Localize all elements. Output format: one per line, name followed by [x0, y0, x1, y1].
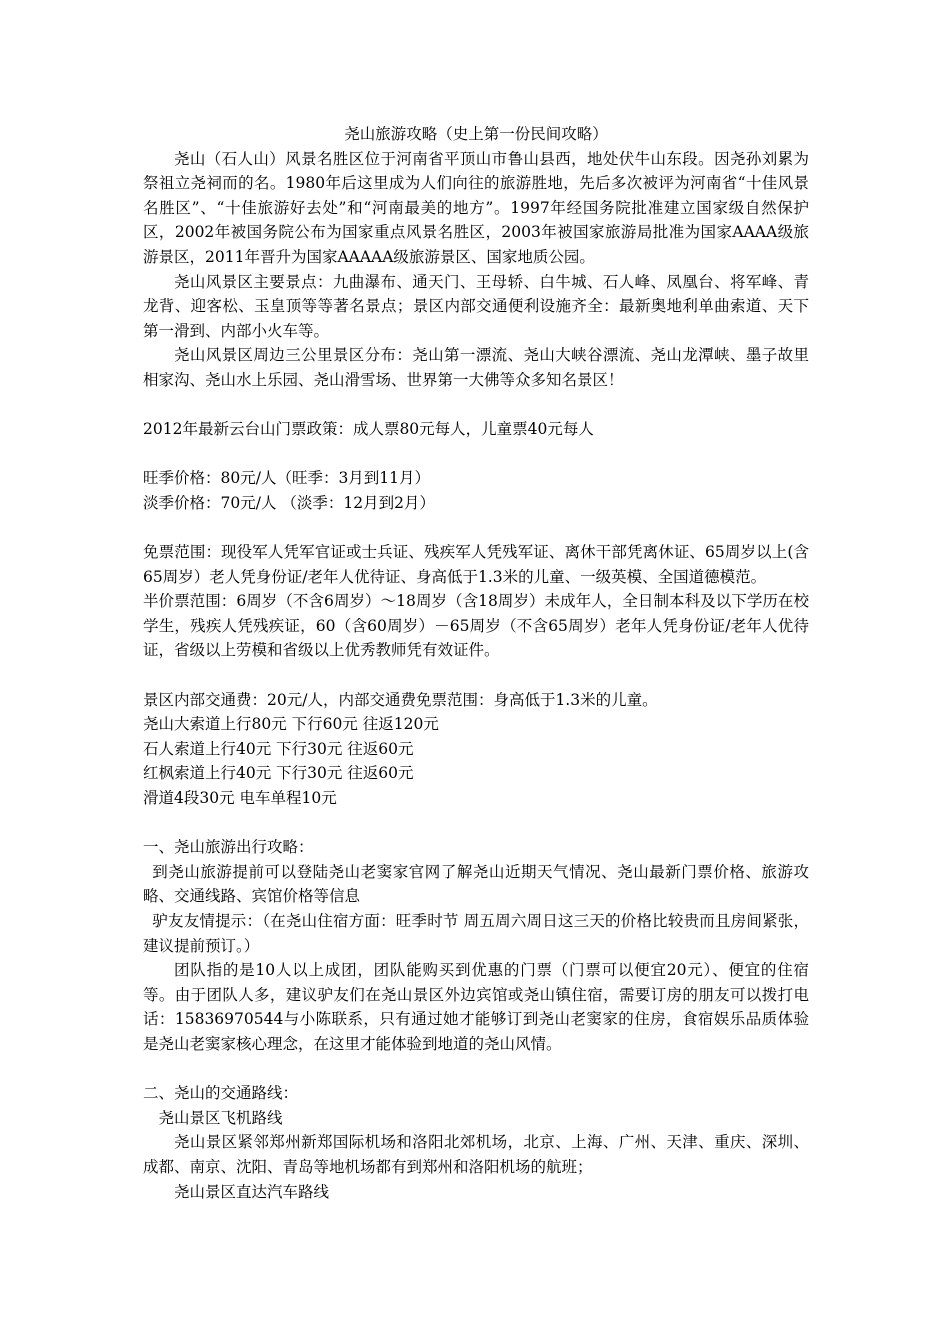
ticket-policy: 2012年最新云台山门票政策：成人票80元每人，儿童票40元每人 [143, 420, 594, 439]
spacer [143, 393, 809, 418]
spacer [143, 516, 809, 541]
section-1-paragraph-3: 团队指的是10人以上成团，团队能购买到优惠的门票（门票可以便宜20元）、便宜的住宿等。由于团队人多，建议驴友们在尧山景区外边宾馆或尧山镇住宿，需要订房的朋友可以拨打电话：15836970544与小陈联系，只有通过她才能够订到尧山老窦家的住房，食宿娱乐品质体验是尧山老窦家核心理念，在这里才能体验到地道的尧山风情。 [143, 961, 809, 1053]
section-1-paragraph-2: 驴友友情提示：（在尧山住宿方面：旺季时节 周五周六周日这三天的价格比较贵而且房间紧张，建议提前预订。） [143, 912, 809, 955]
spacer [143, 663, 809, 688]
section-2-heading: 二、尧山的交通路线： [143, 1084, 299, 1103]
cableway-fee-yaoshan: 尧山大索道上行80元 下行60元 往返120元 [143, 715, 439, 734]
free-ticket-scope: 免票范围：现役军人凭军官证或士兵证、残疾军人凭残军证、离休干部凭离休证、65周岁以上(含65周岁）老人凭身份证/老年人优待证、身高低于1.3米的儿童、一级英模、全国道德模范。 [143, 543, 809, 586]
off-season-price: 淡季价格：70元/人 （淡季：12月到2月） [143, 493, 435, 512]
half-price-scope: 半价票范围：6周岁（不含6周岁）～18周岁（含18周岁）未成年人，全日制本科及以下学历在校学生，残疾人凭残疾证，60（含60周岁）－65周岁（不含65周岁）老年人凭身份证/老年人优待证，省级以上劳模和省级以上优秀教师凭有效证件。 [143, 592, 809, 660]
cableway-fee-shiren: 石人索道上行40元 下行30元 往返60元 [143, 739, 414, 758]
intro-paragraph-3: 尧山风景区周边三公里景区分布：尧山第一漂流、尧山大峡谷漂流、尧山龙潭峡、墨子故里相家沟、尧山水上乐园、尧山滑雪场、世界第一大佛等众多知名景区！ [143, 346, 809, 389]
section-2-paragraph-1: 尧山景区紧邻郑州新郑国际机场和洛阳北郊机场，北京、上海、广州、天津、重庆、深圳、成都、南京、沈阳、青岛等地机场都有到郑州和洛阳机场的航班； [143, 1133, 809, 1176]
internal-transport-fee: 景区内部交通费：20元/人，内部交通费免票范围：身高低于1.3米的儿童。 [143, 690, 658, 709]
section-2-subheading-flight: 尧山景区飞机路线 [158, 1108, 283, 1127]
peak-season-price: 旺季价格：80元/人（旺季：3月到11月） [143, 469, 431, 488]
spacer [143, 811, 809, 836]
spacer [143, 442, 809, 467]
section-1-heading: 一、尧山旅游出行攻略： [143, 838, 314, 857]
document-title: 尧山旅游攻略（史上第一份民间攻略） [344, 125, 608, 143]
document-body [143, 122, 809, 1204]
cableway-fee-hongfeng: 红枫索道上行40元 下行30元 往返60元 [143, 764, 414, 783]
slide-and-tram-fee: 滑道4段30元 电车单程10元 [143, 789, 337, 808]
intro-paragraph-1: 尧山（石人山）风景名胜区位于河南省平顶山市鲁山县西，地处伏牛山东段。因尧孙刘累为祭祖立尧祠而的名。1980年后这里成为人们向往的旅游胜地，先后多次被评为河南省“十佳风景名胜区”、“十佳旅游好去处”和“河南最美的地方”。1997年经国务院批准建立国家级自然保护区，2002年被国务院公布为国家重点风景名胜区，2003年被国家旅游局批准为国家AAAA级旅游景区，2011年晋升为国家AAAAA级旅游景区、国家地质公园。 [143, 149, 809, 266]
intro-paragraph-2: 尧山风景区主要景点：九曲瀑布、通天门、王母轿、白牛城、石人峰、凤凰台、将军峰、青龙背、迎客松、玉皇顶等等著名景点；景区内部交通便利设施齐全：最新奥地利单曲索道、天下第一滑到、内部小火车等。 [143, 272, 809, 340]
section-1-paragraph-1: 到尧山旅游提前可以登陆尧山老窦家官网了解尧山近期天气情况、尧山最新门票价格、旅游攻略、交通线路、宾馆价格等信息 [143, 862, 809, 906]
spacer [143, 1057, 809, 1082]
section-2-subheading-bus: 尧山景区直达汽车路线 [174, 1182, 330, 1201]
